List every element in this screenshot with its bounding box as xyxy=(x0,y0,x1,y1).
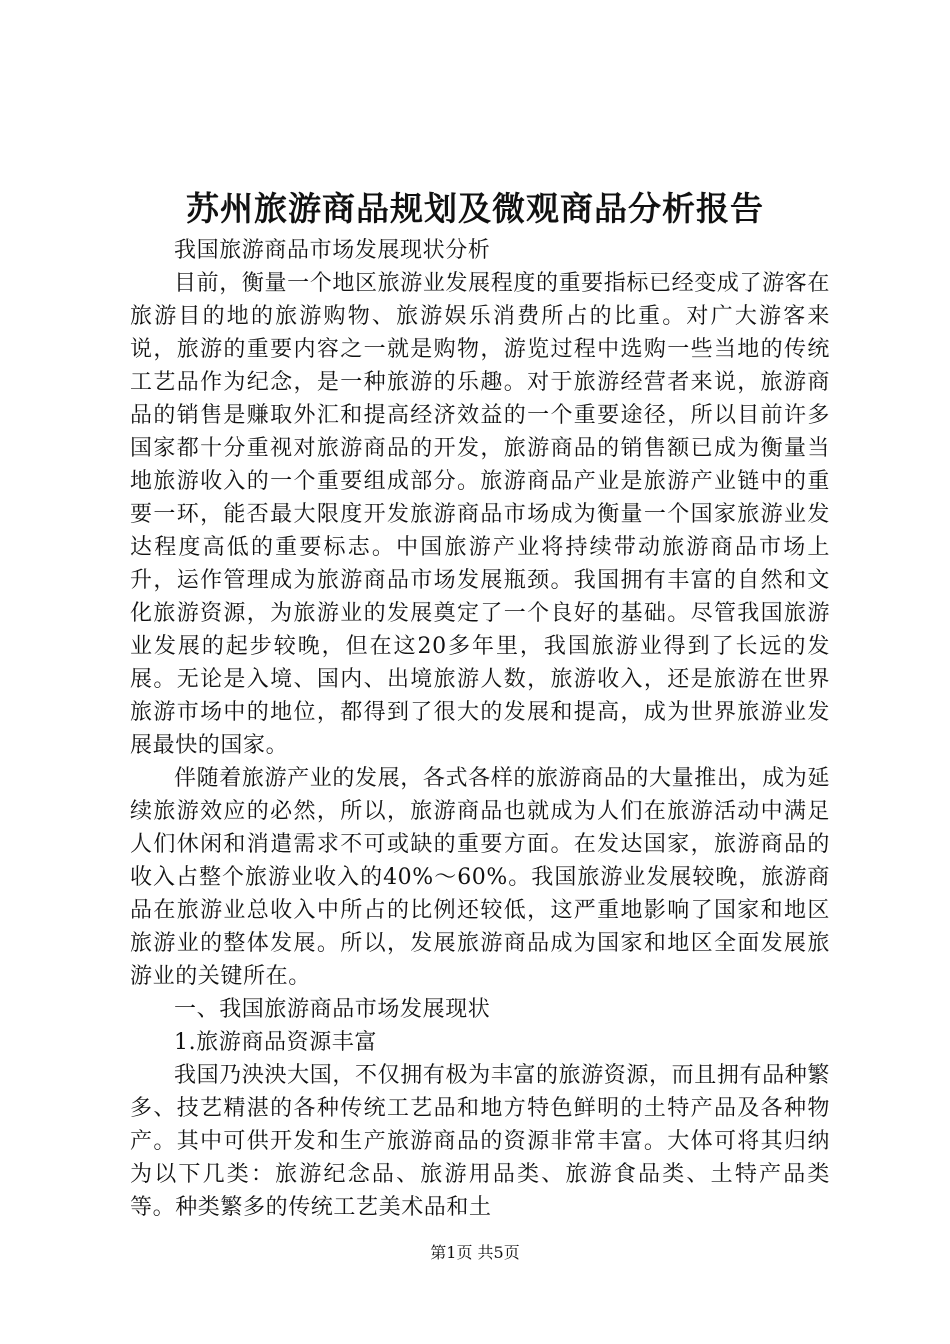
document-title: 苏州旅游商品规划及微观商品分析报告 xyxy=(186,189,764,228)
paragraph-subheading: 我国旅游商品市场发展现状分析 xyxy=(174,238,491,263)
document-body xyxy=(130,234,830,1224)
page-number-footer: 第1页 共5页 xyxy=(430,1243,520,1262)
paragraph: 伴随着旅游产业的发展，各式各样的旅游商品的大量推出，成为延续旅游效应的必然，所以，旅游商品也就成为人们在旅游活动中满足人们休闲和消遣需求不可或缺的重要方面。在发达国家，旅游商品的收入占整个旅游业收入的40%～60%。我国旅游业发展较晚，旅游商品在旅游业总收入中所占的比例还较低，这严重地影响了国家和地区旅游业的整体发展。所以，发展旅游商品成为国家和地区全面发展旅游业的关键所在。 xyxy=(130,766,830,989)
paragraph: 目前，衡量一个地区旅游业发展程度的重要指标已经变成了游客在旅游目的地的旅游购物、旅游娱乐消费所占的比重。对广大游客来说，旅游的重要内容之一就是购物，游览过程中选购一些当地的传统工艺品作为纪念，是一种旅游的乐趣。对于旅游经营者来说，旅游商品的销售是赚取外汇和提高经济效益的一个重要途径，所以目前许多国家都十分重视对旅游商品的开发，旅游商品的销售额已成为衡量当地旅游收入的一个重要组成部分。旅游商品产业是旅游产业链中的重要一环，能否最大限度开发旅游商品市场成为衡量一个国家旅游业发达程度高低的重要标志。中国旅游产业将持续带动旅游商品市场上升，运作管理成为旅游商品市场发展瓶颈。我国拥有丰富的自然和文化旅游资源，为旅游业的发展奠定了一个良好的基础。尽管我国旅游业发展的起步较晚，但在这20多年里，我国旅游业得到了长远的发展。无论是入境、国内、出境旅游人数，旅游收入，还是旅游在世界旅游市场中的地位，都得到了很大的发展和提高，成为世界旅游业发展最快的国家。 xyxy=(130,271,830,758)
section-heading: 一、我国旅游商品市场发展现状 xyxy=(174,997,491,1022)
paragraph: 我国乃泱泱大国，不仅拥有极为丰富的旅游资源，而且拥有品种繁多、技艺精湛的各种传统工艺品和地方特色鲜明的土特产品及各种物产。其中可供开发和生产旅游商品的资源非常丰富。大体可将其归纳为以下几类：旅游纪念品、旅游用品类、旅游食品类、土特产品类等。种类繁多的传统工艺美术品和土 xyxy=(130,1063,830,1220)
subsection-heading: 1.旅游商品资源丰富 xyxy=(174,1030,377,1055)
